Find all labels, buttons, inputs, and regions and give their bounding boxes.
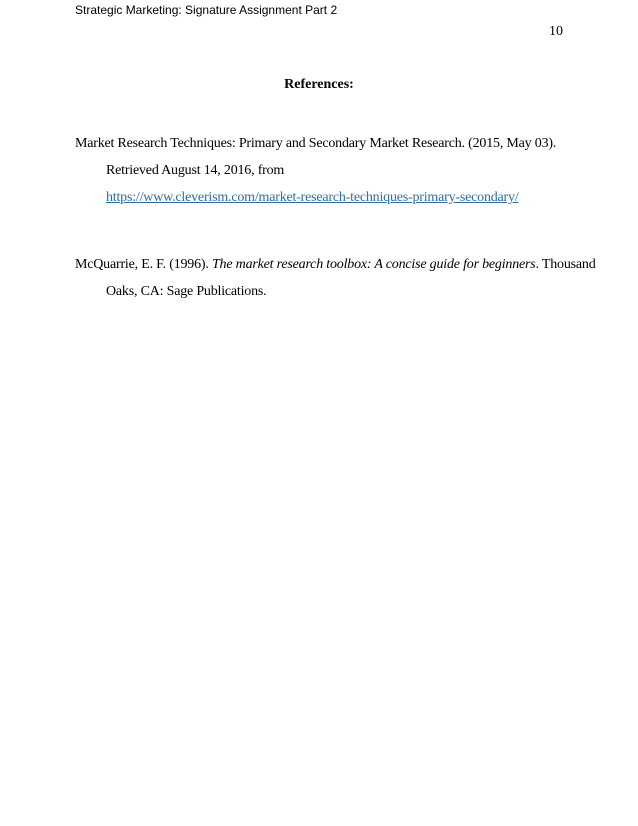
reference-line — [75, 256, 596, 283]
running-head: Strategic Marketing: Signature Assignment Part 2 — [75, 3, 338, 17]
references-heading: References: — [284, 77, 354, 92]
reference-author-year: McQuarrie, E. F. (1996). — [75, 257, 212, 272]
reference-line: Market Research Techniques: Primary and Secondary Market Research. (2015, May 03). — [75, 136, 557, 151]
reference-entry — [75, 256, 596, 310]
reference-line: Oaks, CA: Sage Publications. — [106, 284, 267, 299]
reference-url-line — [75, 189, 575, 216]
reference-line: Retrieved August 14, 2016, from — [106, 163, 285, 178]
page-number: 10 — [549, 24, 563, 39]
reference-entry — [75, 135, 575, 216]
reference-title: The market research toolbox: A concise guide for beginners — [211, 257, 536, 272]
reference-url-link[interactable]: https://www.cleverism.com/market-research-techniques-primary-secondary/ — [106, 190, 519, 205]
reference-publisher-start: . Thousand — [535, 257, 596, 272]
